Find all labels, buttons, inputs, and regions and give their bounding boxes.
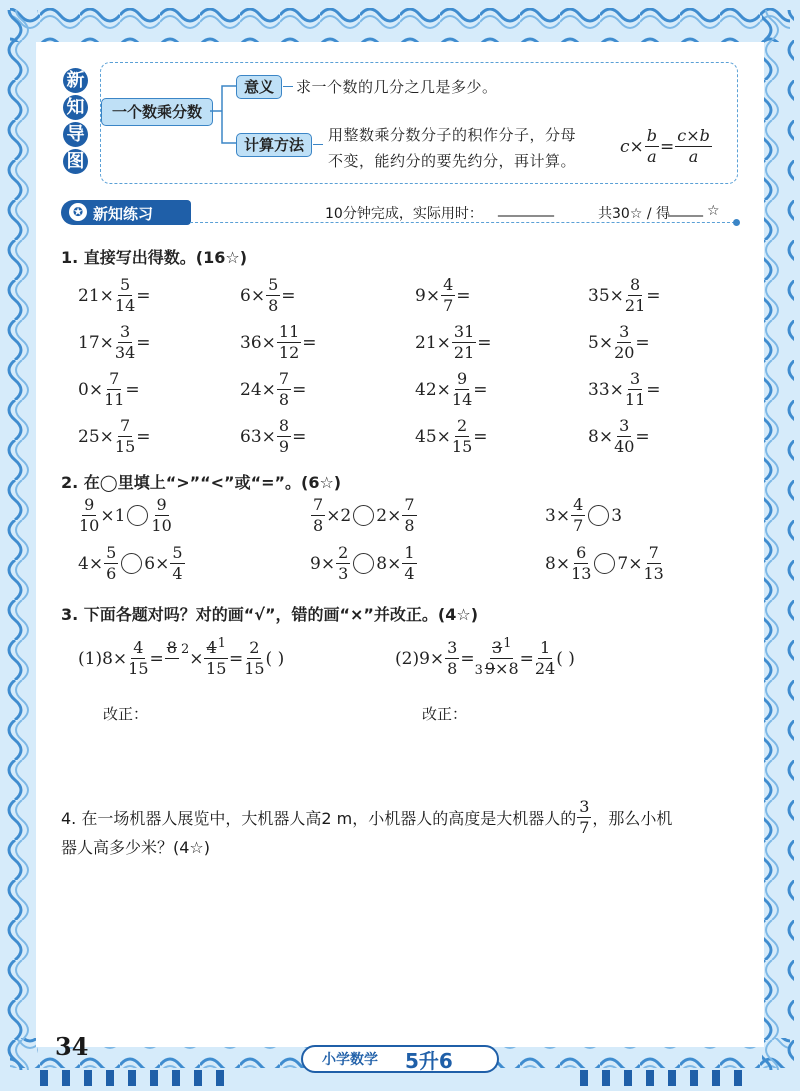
side-title-char: 知 bbox=[63, 95, 88, 120]
q2-title: 2. 在◯里填上“>”“<”或“=”。(6☆) bbox=[61, 473, 342, 492]
q1-denominator: 7 bbox=[443, 296, 454, 315]
q4-frac-numerator: 3 bbox=[579, 797, 590, 816]
q4-text: 4. 在一场机器人展览中，大机器人高2 m，小机器人的高度是大机器人的 bbox=[61, 809, 577, 828]
q1-denominator: 21 bbox=[624, 296, 646, 315]
q1-equals[interactable]: = bbox=[136, 332, 151, 353]
side-title-char: 导 bbox=[63, 122, 88, 147]
q1-fraction bbox=[277, 324, 301, 361]
q1-whole: 9× bbox=[415, 285, 441, 306]
q1-whole: 6× bbox=[240, 285, 266, 306]
q1-numerator: 8 bbox=[278, 416, 290, 435]
q1-item bbox=[415, 418, 488, 455]
answer-paren[interactable]: ( ) bbox=[265, 648, 285, 669]
q1-equals[interactable]: = bbox=[136, 285, 151, 306]
q1-denominator: 14 bbox=[114, 296, 136, 315]
q1-whole: 8× bbox=[588, 426, 614, 447]
q1-numerator: 5 bbox=[268, 275, 279, 294]
time-text: 10分钟完成，实际用时： bbox=[325, 206, 483, 222]
q1-fraction bbox=[452, 418, 472, 455]
q1-denominator: 11 bbox=[104, 390, 125, 409]
q2-item: 4× $\frac{5}{6}$ 6× $\frac{5}{4}$ bbox=[78, 543, 183, 583]
formula-left: c× bbox=[620, 136, 644, 157]
q1-item bbox=[240, 277, 296, 314]
q1-equals[interactable]: = bbox=[635, 426, 650, 447]
q1-denominator: 12 bbox=[278, 343, 300, 362]
footer-grade: 5升6 bbox=[405, 1049, 453, 1073]
connector bbox=[313, 144, 323, 145]
q1-numerator: 4 bbox=[443, 275, 454, 294]
medal-icon: ✪ bbox=[69, 203, 87, 221]
q4-frac-denominator: 7 bbox=[579, 818, 590, 837]
q1-denominator: 14 bbox=[451, 390, 473, 409]
q1-equals[interactable]: = bbox=[477, 332, 492, 353]
q1-equals[interactable]: = bbox=[473, 379, 488, 400]
q1-fraction bbox=[614, 418, 634, 455]
q1-denominator: 20 bbox=[614, 343, 635, 362]
q3-problem-1: (1)8× $\frac{4}{15}$ = 8 2 × $\frac{4^1}{15}$ = $\frac{2}{15}$ ( ) bbox=[78, 636, 285, 678]
q1-denominator: 11 bbox=[624, 390, 646, 409]
fix-label: 改正： bbox=[422, 705, 468, 723]
q1-numerator: 7 bbox=[119, 416, 131, 435]
answer-circle[interactable] bbox=[127, 505, 148, 526]
formula-numerator: c×b bbox=[677, 126, 710, 145]
q1-numerator: 3 bbox=[619, 322, 630, 341]
q1-whole: 63× bbox=[240, 426, 276, 447]
q2-item: $\frac{9}{10}$ ×1 $\frac{9}{10}$ bbox=[79, 495, 172, 535]
q1-equals[interactable]: = bbox=[646, 285, 661, 306]
q1-equals[interactable]: = bbox=[292, 379, 307, 400]
q1-numerator: 3 bbox=[119, 322, 131, 341]
q1-whole: 24× bbox=[240, 379, 276, 400]
formula-numerator: b bbox=[646, 126, 658, 145]
score-text: 共30☆ / 得 bbox=[598, 206, 670, 222]
q1-item bbox=[588, 277, 661, 314]
q1-equals[interactable]: = bbox=[635, 332, 650, 353]
q1-fraction bbox=[452, 324, 476, 361]
q1-denominator: 21 bbox=[453, 343, 475, 362]
q2-item: 9× $\frac{2}{3}$ 8× $\frac{1}{4}$ bbox=[310, 543, 415, 583]
q2-item: 3× $\frac{4}{7}$ 3 bbox=[545, 495, 623, 535]
q1-fraction bbox=[277, 371, 291, 408]
q1-item bbox=[588, 324, 650, 361]
answer-paren[interactable]: ( ) bbox=[556, 648, 575, 669]
method-text-line1: 用整数乘分数分子的积作分子，分母 bbox=[328, 126, 577, 144]
side-title-char: 新 bbox=[63, 68, 88, 93]
q1-whole: 21× bbox=[78, 285, 114, 306]
concept-center: 一个数乘分数 bbox=[101, 98, 213, 126]
q1-equals[interactable]: = bbox=[302, 332, 317, 353]
q1-numerator: 9 bbox=[456, 369, 468, 388]
method-label: 计算方法 bbox=[236, 133, 312, 157]
q1-denominator: 40 bbox=[614, 437, 635, 456]
q1-item bbox=[415, 371, 488, 408]
q1-whole: 25× bbox=[78, 426, 114, 447]
meaning-label: 意义 bbox=[236, 75, 282, 99]
q1-numerator: 3 bbox=[619, 416, 630, 435]
score-blank[interactable]: _____ bbox=[668, 201, 703, 217]
q1-numerator: 2 bbox=[456, 416, 468, 435]
answer-circle[interactable] bbox=[353, 553, 374, 574]
answer-circle[interactable] bbox=[353, 505, 374, 526]
q1-denominator: 8 bbox=[268, 296, 279, 315]
side-title-char: 图 bbox=[63, 149, 88, 174]
q1-denominator: 15 bbox=[114, 437, 136, 456]
q1-fraction bbox=[277, 418, 291, 455]
q1-whole: 17× bbox=[78, 332, 114, 353]
q1-fraction bbox=[115, 418, 135, 455]
q1-equals[interactable]: = bbox=[646, 379, 661, 400]
q1-fraction bbox=[452, 371, 472, 408]
q1-fraction bbox=[115, 324, 135, 361]
q1-whole: 45× bbox=[415, 426, 451, 447]
q1-equals[interactable]: = bbox=[281, 285, 296, 306]
q1-whole: 0× bbox=[78, 379, 104, 400]
q1-item bbox=[240, 418, 306, 455]
q2-item: 8× $\frac{6}{13}$ 7× $\frac{7}{13}$ bbox=[545, 543, 664, 583]
meaning-text: 求一个数的几分之几是多少。 bbox=[296, 78, 498, 96]
answer-circle[interactable] bbox=[594, 553, 615, 574]
q3-label: (2)9× bbox=[395, 648, 445, 669]
q4-text: ，那么小机 bbox=[592, 809, 673, 828]
q4-line2: 器人高多少米？(4☆) bbox=[61, 838, 211, 857]
q1-fraction bbox=[441, 277, 455, 314]
q1-denominator: 9 bbox=[278, 437, 290, 456]
q1-numerator: 7 bbox=[278, 369, 290, 388]
q1-fraction bbox=[625, 277, 645, 314]
q1-item bbox=[240, 324, 317, 361]
q4-line1 bbox=[61, 799, 672, 836]
q1-equals[interactable]: = bbox=[292, 426, 307, 447]
q1-whole: 33× bbox=[588, 379, 624, 400]
q1-equals[interactable]: = bbox=[473, 426, 488, 447]
formula-denominator: a bbox=[647, 147, 657, 166]
q1-item bbox=[588, 418, 650, 455]
connector bbox=[283, 86, 293, 87]
q1-fraction bbox=[614, 324, 634, 361]
q1-whole: 21× bbox=[415, 332, 451, 353]
q1-item bbox=[78, 277, 151, 314]
q3-title: 3. 下面各题对吗？对的画“√”，错的画“×”并改正。(4☆) bbox=[61, 605, 479, 624]
footer-subject: 小学数学 bbox=[322, 1052, 378, 1068]
q1-fraction bbox=[104, 371, 124, 408]
formula-eq: = bbox=[660, 136, 675, 157]
answer-circle[interactable] bbox=[121, 553, 142, 574]
q1-whole: 42× bbox=[415, 379, 451, 400]
q1-item bbox=[78, 324, 151, 361]
section-tab bbox=[61, 200, 191, 225]
method-formula bbox=[620, 128, 713, 165]
q3-problem-2: (2)9× $\frac{3}{8}$ = 3 $\frac{3^1}{9\times 8}$ = $\frac{1}{24}$ ( ) bbox=[395, 636, 575, 678]
q1-whole: 35× bbox=[588, 285, 624, 306]
q3-label: (1)8× bbox=[78, 648, 128, 669]
q1-fraction bbox=[115, 277, 135, 314]
q1-fraction bbox=[625, 371, 645, 408]
q1-item bbox=[415, 277, 471, 314]
q1-fraction bbox=[266, 277, 280, 314]
method-text-line2: 不变，能约分的要先约分，再计算。 bbox=[328, 152, 577, 170]
q1-denominator: 15 bbox=[451, 437, 473, 456]
q1-title: 1. 直接写出得数。(16☆) bbox=[61, 248, 248, 267]
q1-numerator: 31 bbox=[453, 322, 475, 341]
q1-item bbox=[415, 324, 492, 361]
section-label: 新知练习 bbox=[93, 205, 154, 223]
q1-item bbox=[78, 371, 140, 408]
q1-item bbox=[588, 371, 661, 408]
fix-label: 改正： bbox=[103, 705, 149, 723]
formula-denominator: a bbox=[688, 147, 699, 166]
q1-denominator: 8 bbox=[278, 390, 290, 409]
q1-equals[interactable]: = bbox=[125, 379, 140, 400]
star-icon: ☆ bbox=[707, 203, 720, 219]
q1-item bbox=[78, 418, 151, 455]
q2-item: $\frac{7}{8}$ ×2 2× $\frac{7}{8}$ bbox=[313, 495, 415, 535]
q1-equals[interactable]: = bbox=[456, 285, 471, 306]
q1-denominator: 34 bbox=[114, 343, 136, 362]
q1-item bbox=[240, 371, 306, 408]
q1-numerator: 8 bbox=[629, 275, 641, 294]
q1-equals[interactable]: = bbox=[136, 426, 151, 447]
page-number: 34 bbox=[55, 1032, 89, 1061]
q1-numerator: 7 bbox=[109, 369, 120, 388]
q1-numerator: 11 bbox=[278, 322, 300, 341]
q1-whole: 36× bbox=[240, 332, 276, 353]
footer-stripes bbox=[40, 1070, 760, 1086]
q1-numerator: 3 bbox=[629, 369, 641, 388]
answer-circle[interactable] bbox=[588, 505, 609, 526]
q1-numerator: 5 bbox=[119, 275, 131, 294]
time-blank[interactable]: ________ bbox=[498, 201, 554, 217]
divider-dot bbox=[733, 219, 740, 226]
q1-whole: 5× bbox=[588, 332, 614, 353]
